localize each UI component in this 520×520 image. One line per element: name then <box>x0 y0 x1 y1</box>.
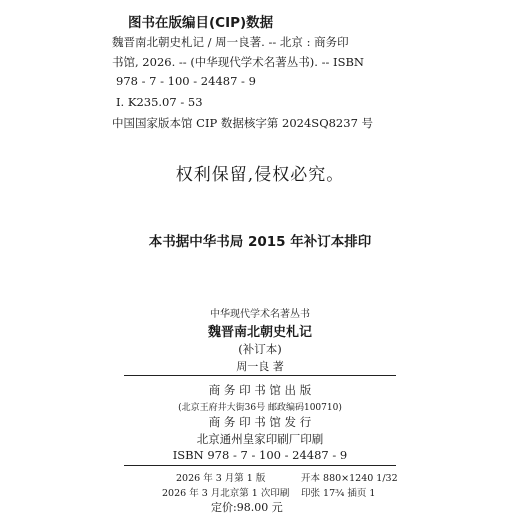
printer-line: 北京通州皇家印刷厂印刷 <box>196 432 324 446</box>
divider-top <box>124 375 396 376</box>
cip-line-2: 书馆, 2026. -- (中华现代学术名著丛书). -- ISBN <box>112 55 364 69</box>
distributor-line: 商 务 印 书 馆 发 行 <box>208 415 312 429</box>
print-date: 2026 年 3 月北京第 1 次印刷 <box>162 488 290 499</box>
isbn-line: ISBN 978 - 7 - 100 - 24487 - 9 <box>172 448 348 462</box>
edition-label: (补订本) <box>238 342 282 356</box>
sheets-info: 印张 17¾ 插页 1 <box>301 488 376 499</box>
author-line: 周一良 著 <box>236 360 284 373</box>
publisher-line: 商 务 印 书 馆 出 版 <box>208 383 312 397</box>
rights-statement: 权利保留,侵权必究。 <box>175 165 345 185</box>
series-name: 中华现代学术名著丛书 <box>210 309 310 320</box>
format-info: 开本 880×1240 1/32 <box>301 473 398 484</box>
publisher-address: (北京王府井大街36号 邮政编码100710) <box>178 403 342 413</box>
cip-line-5: 中国国家版本馆 CIP 数据核字第 2024SQ8237 号 <box>112 116 374 130</box>
divider-bottom <box>124 465 396 466</box>
cip-line-3: 978 - 7 - 100 - 24487 - 9 <box>116 74 256 88</box>
edition-date: 2026 年 3 月第 1 版 <box>176 473 266 484</box>
reprint-note: 本书据中华书局 2015 年补订本排印 <box>148 234 372 250</box>
book-title: 魏晋南北朝史札记 <box>207 325 312 340</box>
price-line: 定价:98.00 元 <box>211 501 283 514</box>
cip-line-1: 魏晋南北朝史札记 / 周一良著. -- 北京 : 商务印 <box>112 35 349 49</box>
cip-title: 图书在版编目(CIP)数据 <box>128 15 274 31</box>
cip-line-4: Ⅰ. K235.07 - 53 <box>116 95 203 109</box>
